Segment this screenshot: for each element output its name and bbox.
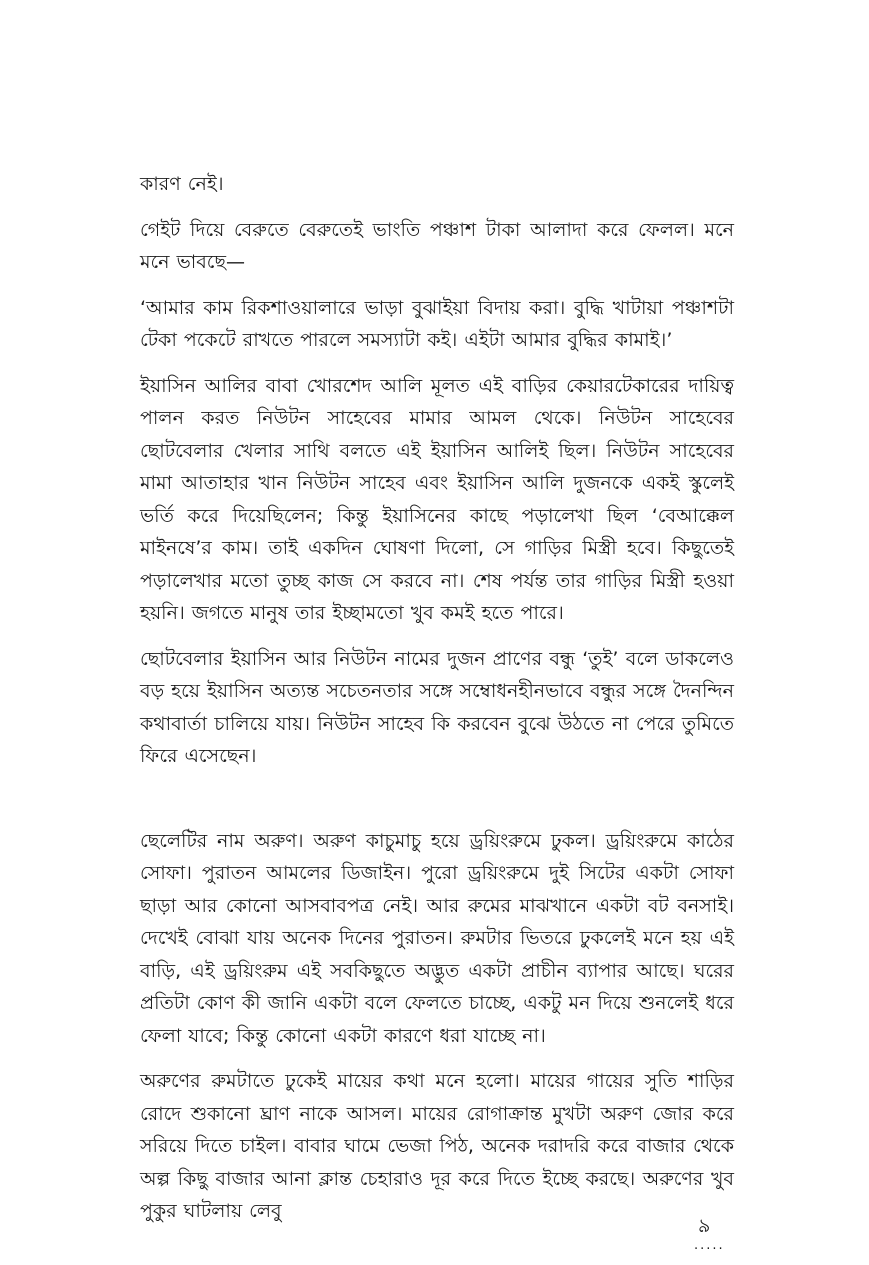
- paragraph-5: ছোটবেলার ইয়াসিন আর নিউটন নামের দুজন প্রাণের বন্ধু ‘তুই’ বলে ডাকলেও বড় হয়ে ইয়াসিন অত্যন্ত সচেতনতার সঙ্গে সম্বোধনহীনভাবে বন্ধুর সঙ্গে দৈনন্দিন কথাবার্তা চালিয়ে যায়। নিউটন সাহেব কি করবেন বুঝে উঠতে না পেরে তুমিতে ফিরে এসেছেন।: [140, 647, 734, 767]
- paragraph-6: ছেলেটির নাম অরুণ। অরুণ কাচুমাচু হয়ে ড্রয়িংরুমে ঢুকল। ড্রয়িংরুমে কাঠের সোফা। পুরাতন আমলের ডিজাইন। পুরো ড্রয়িংরুমে দুই সিটের একটা সোফা ছাড়া আর কোনো আসবাবপত্র নেই। আর রুমের মাঝখানে একটা বট বনসাই। দেখেই বোঝা যায় অনেক দিনের পুরাতন। রুমটার ভিতরে ঢুকলেই মনে হয় এই বাড়ি, এই ড্রয়িংরুম এই সবকিছুতে অদ্ভুত একটা প্রাচীন ব্যাপার আছে। ঘরের প্রতিটা কোণ কী জানি একটা বলে ফেলতে চাচ্ছে, একটু মন দিয়ে শুনলেই ধরে ফেলা যাবে; কিন্তু কোনো একটা কারণে ধরা যাচ্ছে না।: [140, 829, 734, 1047]
- paragraph-2: গেইট দিয়ে বেরুতে বেরুতেই ভাংতি পঞ্চাশ টাকা আলাদা করে ফেলল। মনে মনে ভাবছে—: [140, 218, 734, 273]
- paragraph-3-quote: ‘আমার কাম রিকশাওয়ালারে ভাড়া বুঝাইয়া বিদায় করা। বুদ্ধি খাটায়া পঞ্চাশটা টেকা পকেটে রাখতে পারলে সমস্যাটা কই। এইটা আমার বুদ্ধির কামাই।’: [140, 296, 734, 351]
- paragraph-4: ইয়াসিন আলির বাবা খোরশেদ আলি মূলত এই বাড়ির কেয়ারটেকারের দায়িত্ব পালন করত নিউটন সাহেবের মামার আমল থেকে। নিউটন সাহেবের ছোটবেলার খেলার সাথি বলতে এই ইয়াসিন আলিই ছিল। নিউটন সাহেবের মামা আতাহার খান নিউটন সাহেব এবং ইয়াসিন আলি দুজনকে একই স্কুলেই ভর্তি করে দিয়েছিলেন; কিন্তু ইয়াসিনের কাছে পড়ালেখা ছিল ‘বেআক্কেল মাইনষে’র কাম। তাই একদিন ঘোষণা দিলো, সে গাড়ির মিস্ত্রী হবে। কিছুতেই পড়ালেখার মতো তুচ্ছ কাজ সে করবে না। শেষ পর্যন্ত তার গাড়ির মিস্ত্রী হওয়া হয়নি। জগতে মানুষ তার ইচ্ছামতো খুব কমই হতে পারে।: [140, 374, 734, 624]
- paragraph-1: কারণ নেই।: [140, 173, 224, 195]
- page-body: [140, 168, 734, 1228]
- page-number-ornament: .....: [694, 1238, 725, 1253]
- page-number: ৯: [698, 1215, 711, 1237]
- paragraph-7: অরুণের রুমটাতে ঢুকেই মায়ের কথা মনে হলো। মায়ের গায়ের সুতি শাড়ির রোদে শুকানো ঘ্রাণ নাকে আসল। মায়ের রোগাক্রান্ত মুখটা অরুণ জোর করে সরিয়ে দিতে চাইল। বাবার ঘামে ভেজা পিঠ, অনেক দরাদরি করে বাজার থেকে অল্প কিছু বাজার আনা ক্লান্ত চেহারাও দূর করে দিতে ইচ্ছে করছে। অরুণের খুব পুকুর ঘাটলায় লেবু: [140, 1070, 734, 1222]
